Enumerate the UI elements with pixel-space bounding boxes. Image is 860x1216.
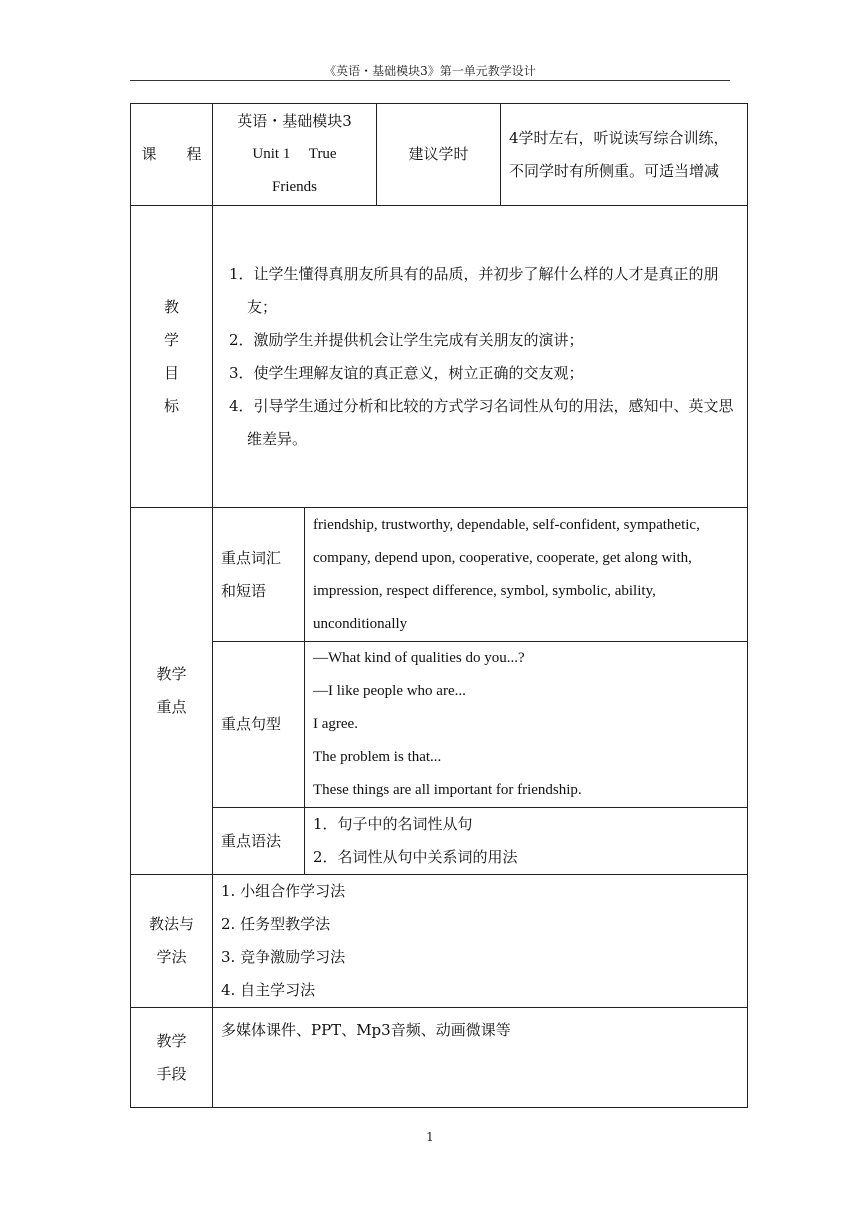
hours-note: 4学时左右，听说读写综合训练，不同学时有所侧重。可适当增减 [501,104,748,206]
course-name-line: 英语・基础模块3 [237,112,352,130]
key-points-label-line: 重点 [156,698,187,716]
grammar-line: 2．名词性从句中关系词的用法 [313,848,518,866]
methods-label-line: 教法与 [148,915,194,933]
sentence-line: I agree. [313,716,358,732]
page-header: 《英语・基础模块3》第一单元教学设计 [324,64,536,78]
objective-item: 1．让学生懂得真朋友所具有的品质，并初步了解什么样的人才是真正的朋友； [229,264,719,316]
objectives-label [131,206,213,508]
objective-item: 3．使学生理解友谊的真正意义，树立正确的交友观； [229,363,584,382]
grammar-content [305,808,748,875]
course-name [213,104,377,206]
objectives-content [213,206,748,508]
course-name-line: Friends [272,179,317,195]
grammar-line: 1．句子中的名词性从句 [313,815,473,833]
objectives-label-char: 标 [163,396,179,415]
method-item: 2. 任务型教学法 [221,915,331,933]
hours-label: 建议学时 [377,104,501,206]
vocab-row [131,508,748,642]
objectives-label-char: 目 [163,363,179,382]
means-label-line: 教学 [156,1031,187,1050]
vocab-label-line: 重点词汇 [221,548,282,567]
means-label-line: 手段 [156,1064,187,1083]
course-name-line: Unit 1 True [252,146,337,162]
sentence-line: —What kind of qualities do you...? [313,650,525,666]
methods-row [131,875,748,1008]
vocab-label-line: 和短语 [221,581,267,600]
objectives-label-char: 学 [163,330,179,349]
sentences-row [131,642,748,808]
vocab-label [213,508,305,642]
vocab-content: friendship, trustworthy, dependable, self-confident, sympathetic, company, depend upon, cooperative, cooperate, get along with, impression, respect difference, symbol, symbolic, ability, unconditionally [305,508,748,642]
sentence-line: These things are all important for friendship. [313,782,582,798]
method-item: 1. 小组合作学习法 [221,882,346,900]
sentence-line: —I like people who are... [313,683,466,699]
lesson-plan-table [130,103,748,1108]
methods-content [213,875,748,1008]
means-label [131,1008,213,1108]
header-rule [130,80,730,81]
method-item: 4. 自主学习法 [221,981,316,999]
methods-label [131,875,213,1008]
key-points-label-line: 教学 [156,665,187,683]
sentences-content [305,642,748,808]
method-item: 3. 竞争激励学习法 [221,948,346,966]
key-points-label [131,508,213,875]
page-number: 1 [426,1130,434,1144]
means-content: 多媒体课件、PPT、Mp3音频、动画微课等 [213,1008,748,1108]
course-label: 课 程 [131,104,213,206]
grammar-label: 重点语法 [213,808,305,875]
objective-item: 2．激励学生并提供机会让学生完成有关朋友的演讲； [229,330,584,349]
course-row [131,104,748,206]
means-row [131,1008,748,1108]
objective-item: 4．引导学生通过分析和比较的方式学习名词性从句的用法，感知中、英文思维差异。 [229,396,734,448]
sentence-line: The problem is that... [313,749,442,765]
grammar-row [131,808,748,875]
objectives-row [131,206,748,508]
methods-label-line: 学法 [156,948,187,966]
sentences-label: 重点句型 [213,642,305,808]
objectives-label-char: 教 [163,297,179,316]
